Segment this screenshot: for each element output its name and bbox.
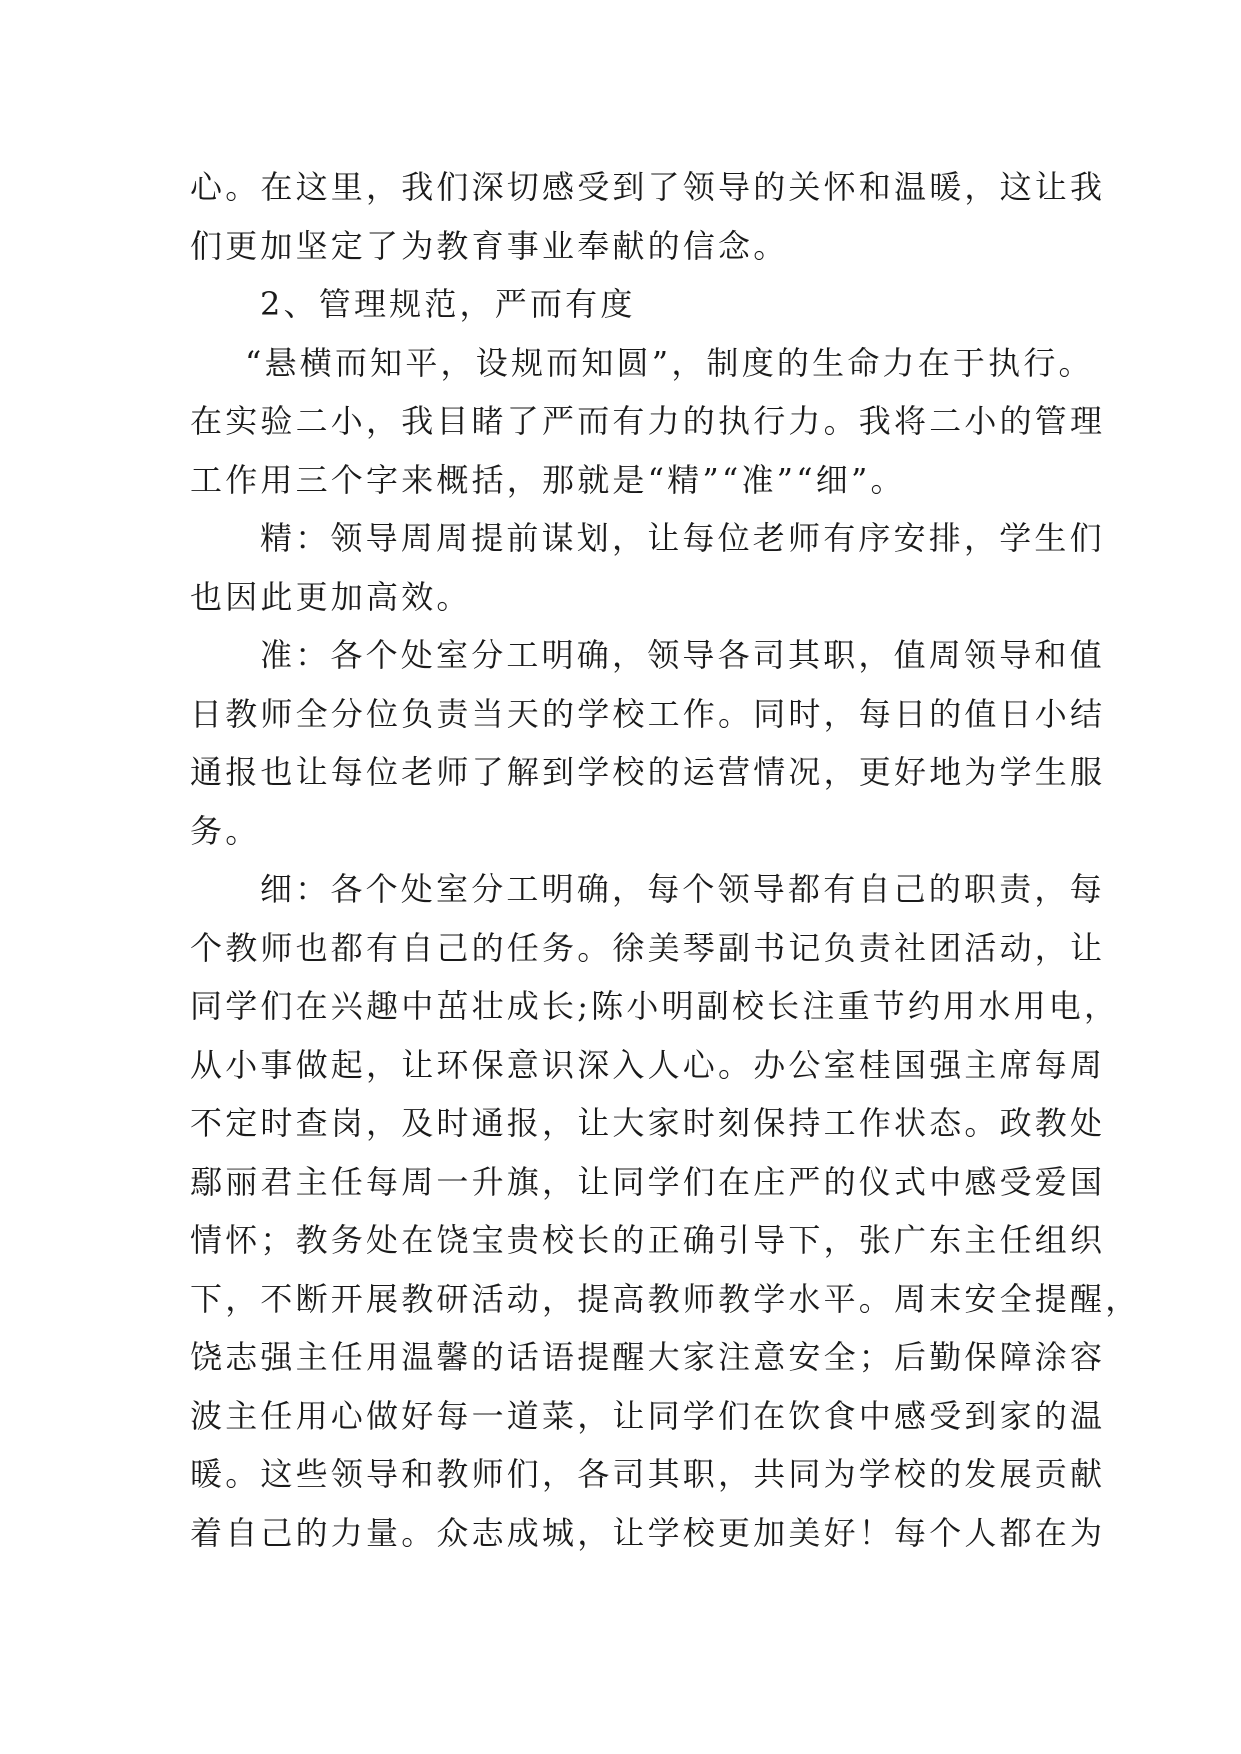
text-line: 细：各个处室分工明确，每个领导都有自己的职责，每	[260, 870, 1105, 908]
text-line: 通报也让每位老师了解到学校的运营情况，更好地为学生服	[190, 753, 1106, 791]
body-text	[190, 158, 1141, 1562]
text-line: 也因此更加高效。	[190, 577, 472, 616]
text-line: 着自己的力量。众志成城，让学校更加美好！每个人都在为	[190, 1513, 1106, 1552]
text-line: 个教师也都有自己的任务。徐美琴副书记负责社团活动，让	[190, 928, 1106, 967]
text-line: 情怀；教务处在饶宝贵校长的正确引导下，张广东主任组织	[190, 1221, 1106, 1259]
text-line: 下，不断开展教研活动，提高教师教学水平。周末安全提醒，	[190, 1279, 1141, 1318]
text-line: 不定时查岗，及时通报，让大家时刻保持工作状态。政教处	[190, 1104, 1106, 1142]
text-line: 同学们在兴趣中茁壮成长;陈小明副校长注重节约用水用电，	[190, 987, 1120, 1025]
text-line: 鄢丽君主任每周一升旗，让同学们在庄严的仪式中感受爱国	[190, 1162, 1106, 1201]
text-line: “悬横而知平，设规而知圆”，制度的生命力在于执行。	[245, 343, 1094, 382]
text-line: 务。	[190, 811, 261, 850]
text-line: 饶志强主任用温馨的话语提醒大家注意安全；后勤保障涂容	[190, 1338, 1106, 1376]
text-line: 波主任用心做好每一道菜，让同学们在饮食中感受到家的温	[190, 1396, 1106, 1435]
text-line: 精：领导周周提前谋划，让每位老师有序安排，学生们	[260, 519, 1105, 557]
section-heading: 2、管理规范，严而有度	[260, 285, 636, 323]
text-line: 心。在这里，我们深切感受到了领导的关怀和温暖，这让我	[190, 168, 1106, 206]
text-line: 准：各个处室分工明确，领导各司其职，值周领导和值	[260, 636, 1105, 674]
text-line: 从小事做起，让环保意识深入人心。办公室桂国强主席每周	[190, 1045, 1106, 1084]
text-line: 工作用三个字来概括，那就是“精”“准”“细”。	[190, 460, 906, 499]
text-line: 暖。这些领导和教师们，各司其职，共同为学校的发展贡献	[190, 1455, 1106, 1493]
text-line: 日教师全分位负责当天的学校工作。同时，每日的值日小结	[190, 694, 1106, 733]
text-line: 们更加坚定了为教育事业奉献的信念。	[190, 226, 789, 265]
text-line: 在实验二小，我目睹了严而有力的执行力。我将二小的管理	[190, 402, 1106, 440]
